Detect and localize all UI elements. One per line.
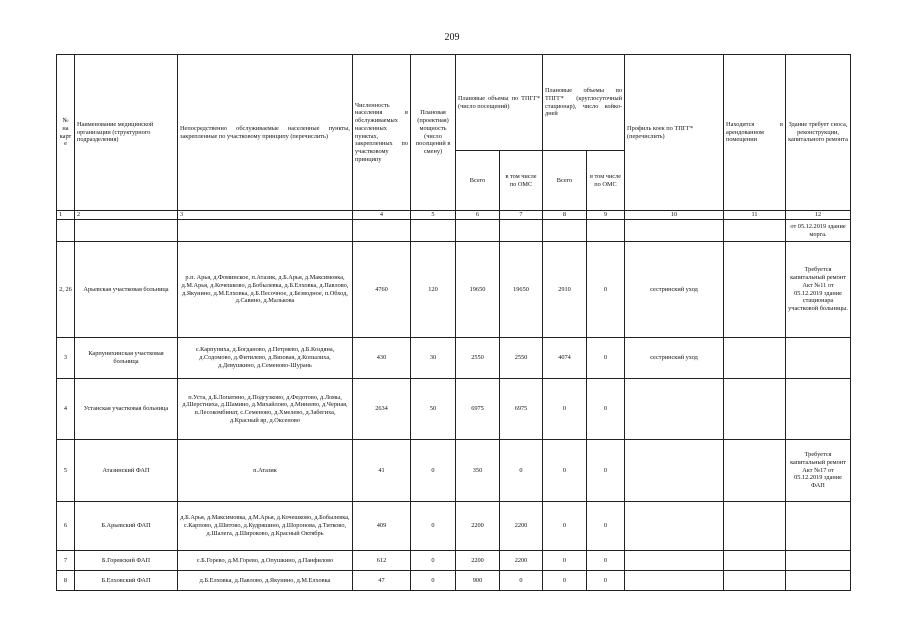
- cell-rented: [724, 571, 786, 591]
- cell-capacity: 0: [411, 571, 456, 591]
- cell-num: 8: [57, 571, 75, 591]
- cell-areas: с.Б.Горево, д.М.Горево, д.Опушкино, д.Панфилово: [178, 551, 353, 571]
- cell-capacity: 0: [411, 502, 456, 551]
- cell-repair: [786, 502, 851, 551]
- cell-org: Карпунихинская участковая больница: [75, 338, 178, 379]
- cell-visits-total: 350: [456, 440, 500, 502]
- column-number: 5: [411, 211, 456, 220]
- cell-beds-oms: 0: [587, 502, 625, 551]
- cell-org: Арьевская участковая больница: [75, 242, 178, 338]
- table-row: [57, 242, 851, 338]
- column-number-row: [57, 211, 851, 220]
- header-rented: Находится в арендованном помещении: [724, 55, 786, 211]
- cell-population: 430: [353, 338, 411, 379]
- cell-areas: [178, 220, 353, 242]
- cell-repair: [786, 379, 851, 440]
- header-org: Наименование медицинской организации (структурного подразделения): [75, 55, 178, 211]
- column-number: 11: [724, 211, 786, 220]
- header-capacity: Плановая (проектная) мощность (число посещений в смену): [411, 55, 456, 211]
- cell-beds-oms: 0: [587, 551, 625, 571]
- table-row: [57, 220, 851, 242]
- cell-capacity: [411, 220, 456, 242]
- header-areas: Непосредственно обслуживаемые населенные пункты, закрепленные по участковому принципу (перечислить): [178, 55, 353, 211]
- cell-num: 3: [57, 338, 75, 379]
- column-number: 3: [178, 211, 353, 220]
- cell-visits-total: 2550: [456, 338, 500, 379]
- cell-rented: [724, 379, 786, 440]
- cell-beds-total: 0: [543, 379, 587, 440]
- cell-num: 2, 26: [57, 242, 75, 338]
- table-row: [57, 571, 851, 591]
- cell-population: 4760: [353, 242, 411, 338]
- cell-repair: [786, 571, 851, 591]
- cell-org: [75, 220, 178, 242]
- table-row: [57, 440, 851, 502]
- cell-capacity: 0: [411, 551, 456, 571]
- cell-num: 6: [57, 502, 75, 551]
- cell-org: Б.Елховский ФАП: [75, 571, 178, 591]
- cell-capacity: 0: [411, 440, 456, 502]
- cell-areas: п.Атазик: [178, 440, 353, 502]
- cell-org: Б.Арьевский ФАП: [75, 502, 178, 551]
- cell-profile: [625, 220, 724, 242]
- cell-areas: д.Б.Арья, д.Максимовка, д.М.Арья, д.Кочешково, д.Бобылевка, с.Карпово, д.Шитово, д.Кудряшино, д.Шоронова, д.Титково, д.Шалега, д.Широково, д.Красный Октябрь: [178, 502, 353, 551]
- header-visits-total: Всего: [456, 151, 500, 211]
- cell-profile: сестринский уход: [625, 338, 724, 379]
- cell-areas: д.Б.Елховка, д.Павлово, д.Якунино, д.М.Елховка: [178, 571, 353, 591]
- cell-repair: [786, 551, 851, 571]
- cell-org: Устанская участковая больница: [75, 379, 178, 440]
- cell-rented: [724, 502, 786, 551]
- cell-rented: [724, 220, 786, 242]
- cell-beds-oms: 0: [587, 338, 625, 379]
- cell-capacity: 120: [411, 242, 456, 338]
- header-population: Численность населения в обслуживаемых населенных пунктах, закрепленных по участковому принципу: [353, 55, 411, 211]
- cell-visits-total: [456, 220, 500, 242]
- cell-profile: [625, 379, 724, 440]
- header-visits-group: Плановые объемы по ТПГГ* (число посещений): [456, 55, 543, 151]
- cell-beds-total: 4074: [543, 338, 587, 379]
- cell-visits-total: 2200: [456, 502, 500, 551]
- cell-repair: [786, 338, 851, 379]
- cell-profile: сестринский уход: [625, 242, 724, 338]
- cell-population: 41: [353, 440, 411, 502]
- cell-visits-oms: 19650: [500, 242, 543, 338]
- table-row: [57, 502, 851, 551]
- cell-rented: [724, 338, 786, 379]
- cell-profile: [625, 551, 724, 571]
- cell-beds-oms: 0: [587, 242, 625, 338]
- cell-rented: [724, 440, 786, 502]
- cell-num: [57, 220, 75, 242]
- cell-population: 612: [353, 551, 411, 571]
- cell-visits-oms: 2550: [500, 338, 543, 379]
- cell-org: Б.Горевский ФАП: [75, 551, 178, 571]
- cell-repair: от 05.12.2019 здание морга.: [786, 220, 851, 242]
- column-number: 2: [75, 211, 178, 220]
- table-row: [57, 551, 851, 571]
- cell-beds-total: [543, 220, 587, 242]
- cell-num: 5: [57, 440, 75, 502]
- cell-profile: [625, 440, 724, 502]
- cell-areas: с.Карпуниха, д.Богданово, д.Петряево, д.Б.Коздяна, д.Содомово, д.Фитилево, д.Вязовая, д.Копылиха, д.Девушкино, д.Семеново-Шурань: [178, 338, 353, 379]
- cell-beds-total: 0: [543, 440, 587, 502]
- cell-population: 409: [353, 502, 411, 551]
- cell-capacity: 30: [411, 338, 456, 379]
- cell-visits-oms: 2200: [500, 551, 543, 571]
- cell-population: [353, 220, 411, 242]
- cell-beds-total: 0: [543, 571, 587, 591]
- column-number: 8: [543, 211, 587, 220]
- cell-visits-oms: [500, 220, 543, 242]
- cell-visits-total: 900: [456, 571, 500, 591]
- cell-num: 7: [57, 551, 75, 571]
- column-number: 12: [786, 211, 851, 220]
- header-beds-oms: в том числе по ОМС: [587, 151, 625, 211]
- cell-beds-total: 2910: [543, 242, 587, 338]
- cell-visits-total: 2200: [456, 551, 500, 571]
- cell-visits-total: 19650: [456, 242, 500, 338]
- cell-visits-oms: 0: [500, 440, 543, 502]
- cell-visits-oms: 0: [500, 571, 543, 591]
- cell-repair: Требуется капитальный ремонт Акт №17 от 05.12.2019 здание ФАП: [786, 440, 851, 502]
- header-row: [57, 55, 851, 151]
- page-number: 209: [444, 32, 460, 43]
- cell-beds-oms: [587, 220, 625, 242]
- cell-beds-oms: 0: [587, 440, 625, 502]
- column-number: 6: [456, 211, 500, 220]
- cell-capacity: 50: [411, 379, 456, 440]
- cell-population: 2634: [353, 379, 411, 440]
- cell-beds-oms: 0: [587, 571, 625, 591]
- cell-beds-total: 0: [543, 551, 587, 571]
- column-number: 9: [587, 211, 625, 220]
- table-row: [57, 338, 851, 379]
- cell-population: 47: [353, 571, 411, 591]
- cell-profile: [625, 502, 724, 551]
- cell-profile: [625, 571, 724, 591]
- header-hospital-group: Плановые объемы по ТПГГ* (круглосуточный стационар), число койко-дней: [543, 55, 625, 151]
- column-number: 4: [353, 211, 411, 220]
- cell-beds-total: 0: [543, 502, 587, 551]
- cell-areas: р.п. Арья, д.Фоминское, п.Атазик, д.Б.Арья, д.Максимовка, д.М.Арья, д.Кочешково, д.Бобылевка, д.Б.Елховка, д.Павлово, д.Якунино, д.М.Елховка, д.Б.Песочное, д.Безводное, п.Обход, д.Савино, д.Малькова: [178, 242, 353, 338]
- cell-repair: Требуется капитальный ремонт Акт №11 от 05.12.2019 здание стационара участковой больницы.: [786, 242, 851, 338]
- facilities-table: [56, 54, 851, 591]
- cell-visits-total: 6975: [456, 379, 500, 440]
- cell-beds-oms: 0: [587, 379, 625, 440]
- cell-rented: [724, 551, 786, 571]
- column-number: 1: [57, 211, 75, 220]
- cell-org: Атазинский ФАП: [75, 440, 178, 502]
- cell-visits-oms: 2200: [500, 502, 543, 551]
- header-num: № на карте: [57, 55, 75, 211]
- header-beds-total: Всего: [543, 151, 587, 211]
- cell-rented: [724, 242, 786, 338]
- cell-num: 4: [57, 379, 75, 440]
- column-number: 10: [625, 211, 724, 220]
- cell-areas: п.Уста, д.Б.Лопатино, д.Подгузково, д.Федотово, д.Ломы, д.Шерстниха, д.Шамино, д.Михайлово, д.Минеево, д.Черная, п.Лесокомбинат, с.Семеново, д.Хмелево, д.Забегиха, д.Красный яр, д.Оксеново: [178, 379, 353, 440]
- header-visits-oms: в том числе по ОМС: [500, 151, 543, 211]
- column-number: 7: [500, 211, 543, 220]
- cell-visits-oms: 6975: [500, 379, 543, 440]
- header-profile: Профиль коек по ТПГГ* (перечислить): [625, 55, 724, 211]
- table-row: [57, 379, 851, 440]
- header-demolition: Здание требует сноса, реконструкции, капитального ремонта: [786, 55, 851, 211]
